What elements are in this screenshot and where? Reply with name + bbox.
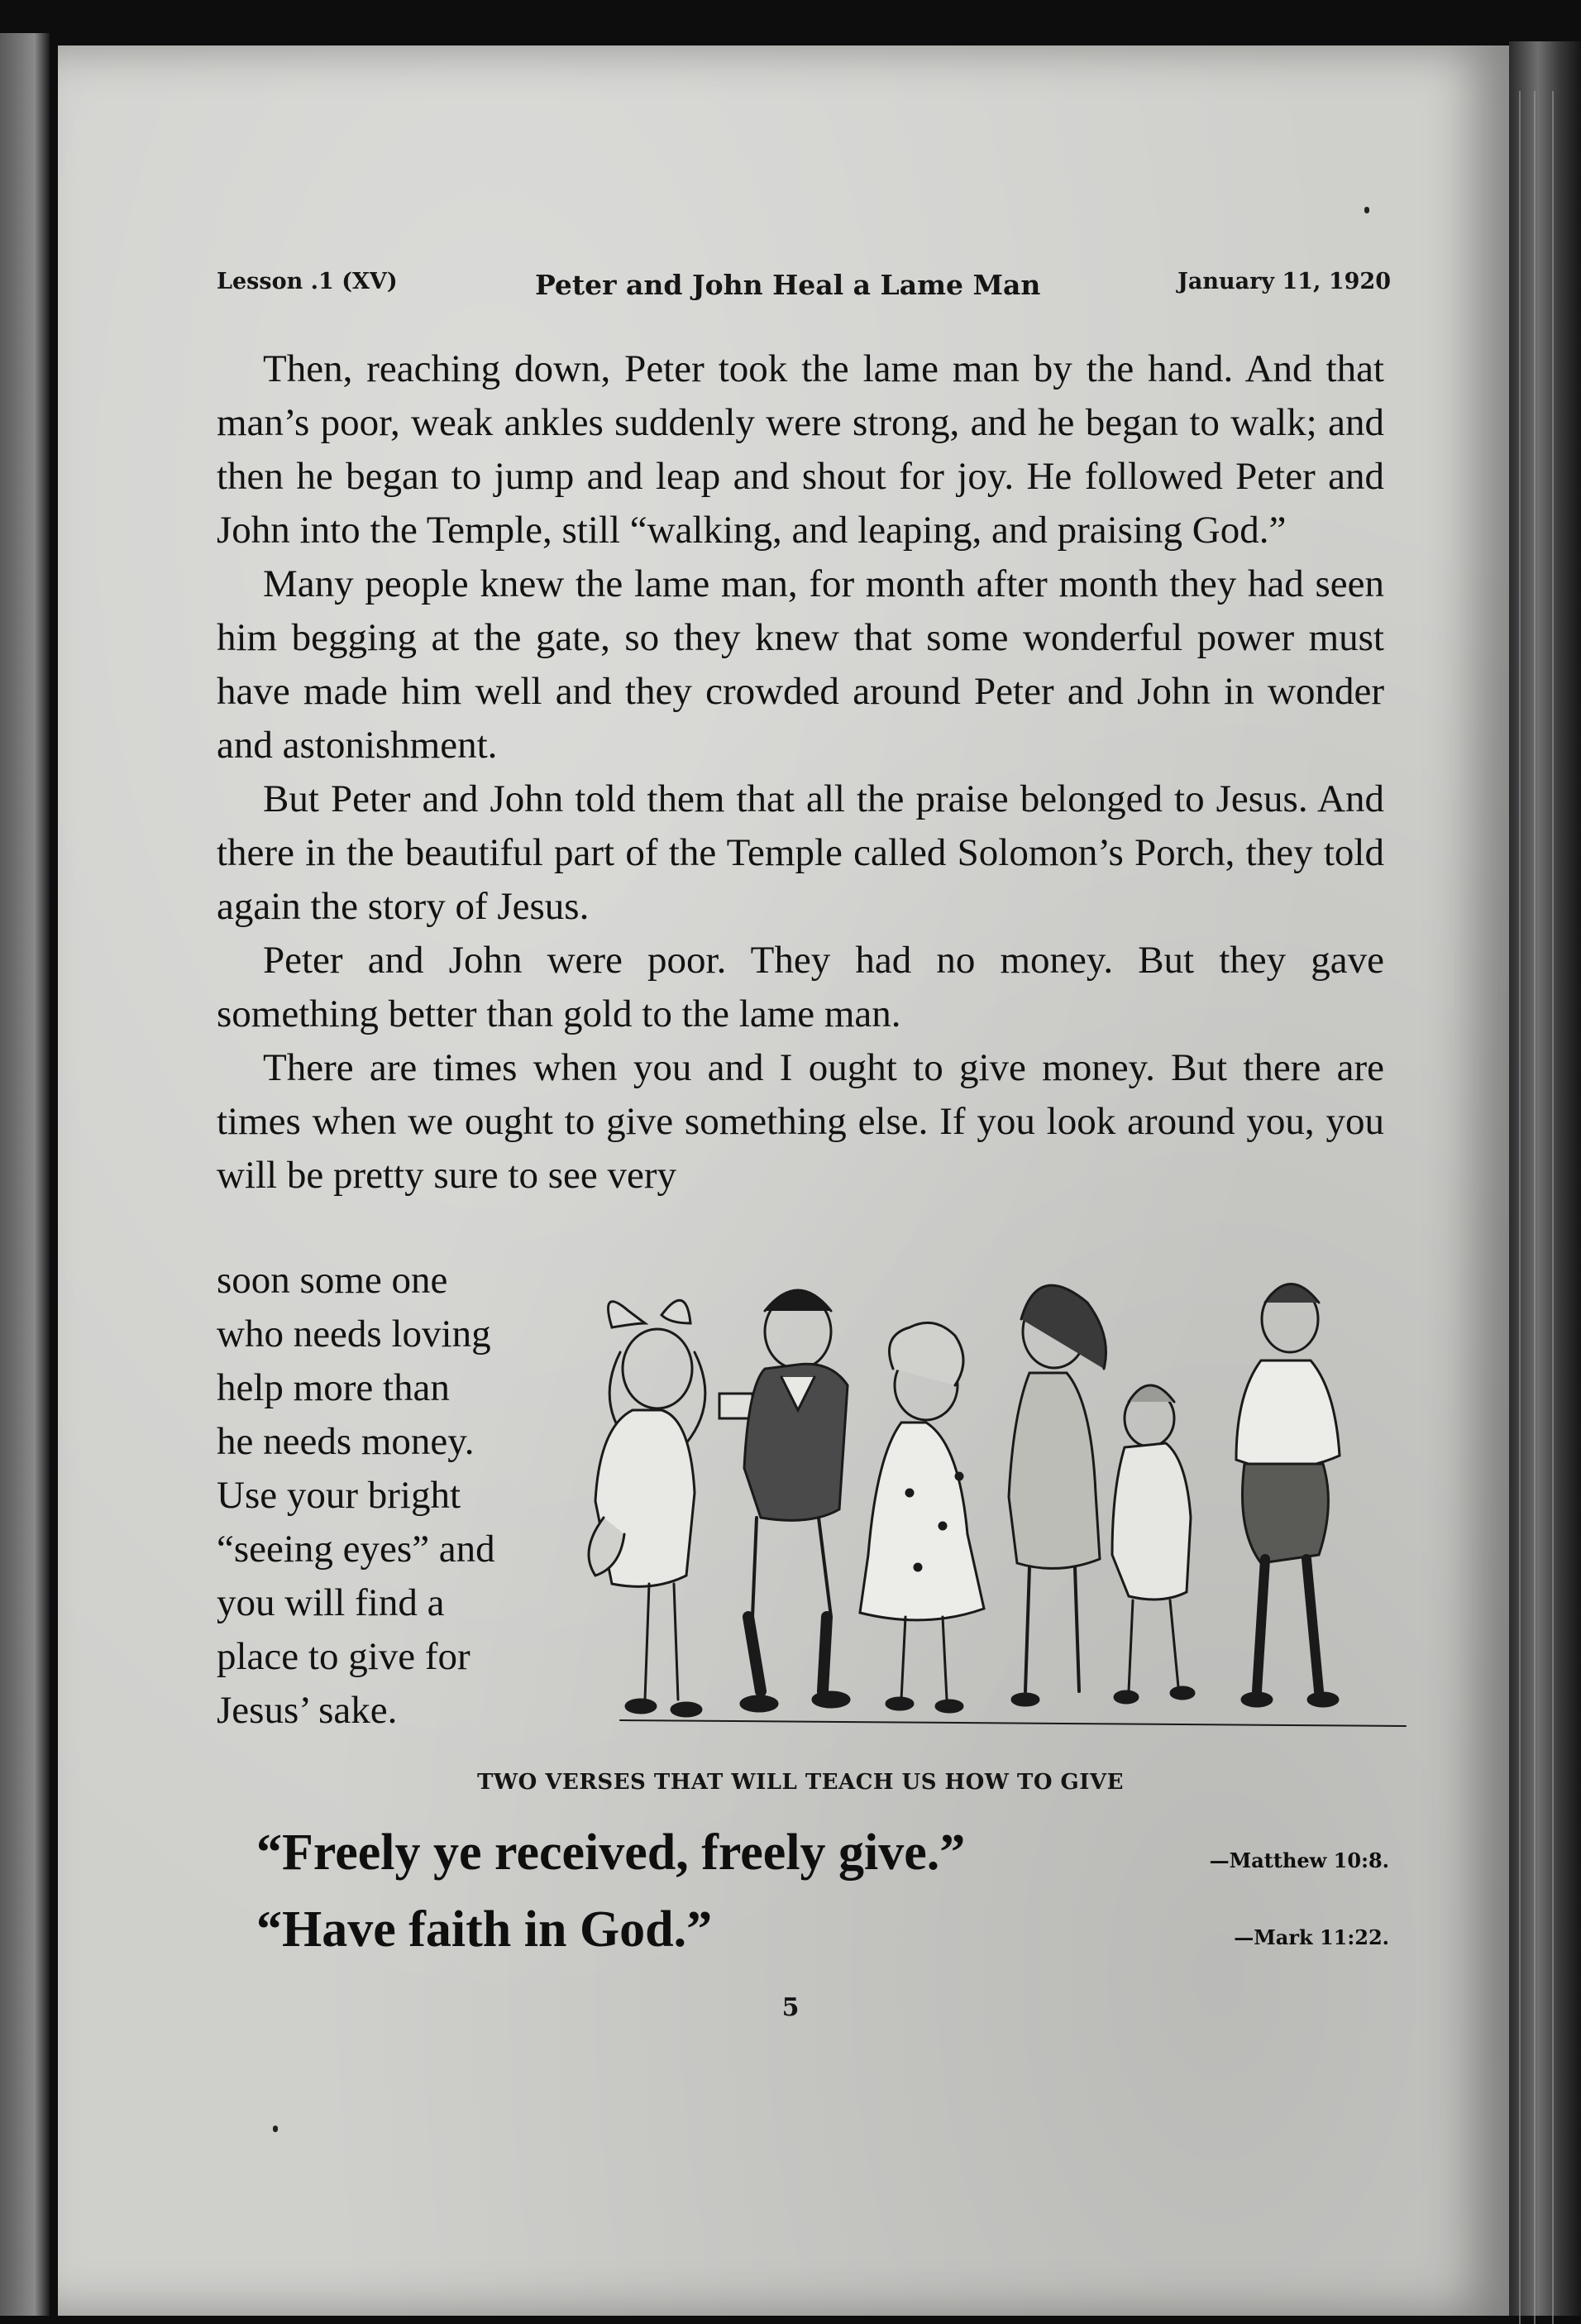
paragraph: Many people knew the lame man, for month after month they had seen him begging at the gate, so they knew that some wonderful power must have made him well and they crowded around Peter and John in wonder and astonishment. xyxy=(217,562,1384,767)
side-line: “seeing eyes” and xyxy=(217,1528,495,1571)
small-boy-figure xyxy=(1112,1385,1194,1703)
page-edge-line xyxy=(1534,91,1536,2324)
sailor-boy-figure xyxy=(741,1290,849,1711)
side-line: place to give for xyxy=(217,1635,470,1678)
side-line: help more than xyxy=(217,1366,450,1409)
side-line: soon some one xyxy=(217,1259,448,1302)
verse-quote xyxy=(256,1901,1389,1959)
page-edge-line xyxy=(1519,91,1521,2324)
verse-quote xyxy=(256,1824,1389,1882)
verses-heading: TWO VERSES THAT WILL TEACH US HOW TO GIVE xyxy=(477,1770,1124,1795)
side-line: you will find a xyxy=(217,1581,445,1624)
side-line: he needs money. xyxy=(217,1420,475,1463)
verse-reference: —Mark 11:22. xyxy=(1234,1925,1389,1949)
side-text xyxy=(217,1254,547,1738)
boy-figure xyxy=(1236,1284,1340,1707)
paragraph: There are times when you and I ought to give money. But there are times when we ought to give something else. If you look around you, you will be pretty sure to see very xyxy=(217,1046,1384,1197)
running-header xyxy=(217,269,1391,310)
story-text xyxy=(217,342,1384,1203)
side-line: Jesus’ sake. xyxy=(217,1689,398,1732)
paragraph: Then, reaching down, Peter took the lame man by the hand. And that man’s poor, weak ankles suddenly were strong, and he began to walk; and then he began to jump and leap and shout for joy. He followed Peter and John into the Temple, still “walking, and leaping, and praising God.” xyxy=(217,347,1384,552)
paragraph: But Peter and John told them that all the praise belonged to Jesus. And there in the beautiful part of the Temple called Solomon’s Porch, they told again the story of Jesus. xyxy=(217,777,1384,928)
page-title: Peter and John Heal a Lame Man xyxy=(535,269,1041,301)
verse-reference: —Matthew 10:8. xyxy=(1209,1848,1389,1872)
side-line: who needs loving xyxy=(217,1313,491,1356)
adjacent-page-edge xyxy=(0,33,50,2316)
lesson-label: Lesson .1 (XV) xyxy=(217,269,398,294)
verse-text: “Have faith in God.” xyxy=(256,1901,713,1958)
lesson-date: January 11, 1920 xyxy=(1177,269,1391,294)
verse-text: “Freely ye received, freely give.” xyxy=(256,1824,966,1881)
curly-haired-girl-figure xyxy=(860,1322,984,1712)
girl-in-plaid-dress-figure xyxy=(1009,1285,1106,1705)
children-illustration xyxy=(571,1253,1422,1741)
girl-with-bow-figure xyxy=(589,1300,752,1716)
page-number: 5 xyxy=(781,1993,800,2022)
paragraph: Peter and John were poor. They had no money. But they gave something better than gold to the lame man. xyxy=(217,939,1384,1035)
ink-speck xyxy=(273,2126,278,2132)
book-page-edges xyxy=(1509,41,1581,2316)
ink-speck xyxy=(1364,207,1369,213)
side-line: Use your bright xyxy=(217,1474,461,1517)
page-edge-line xyxy=(1552,91,1554,2324)
